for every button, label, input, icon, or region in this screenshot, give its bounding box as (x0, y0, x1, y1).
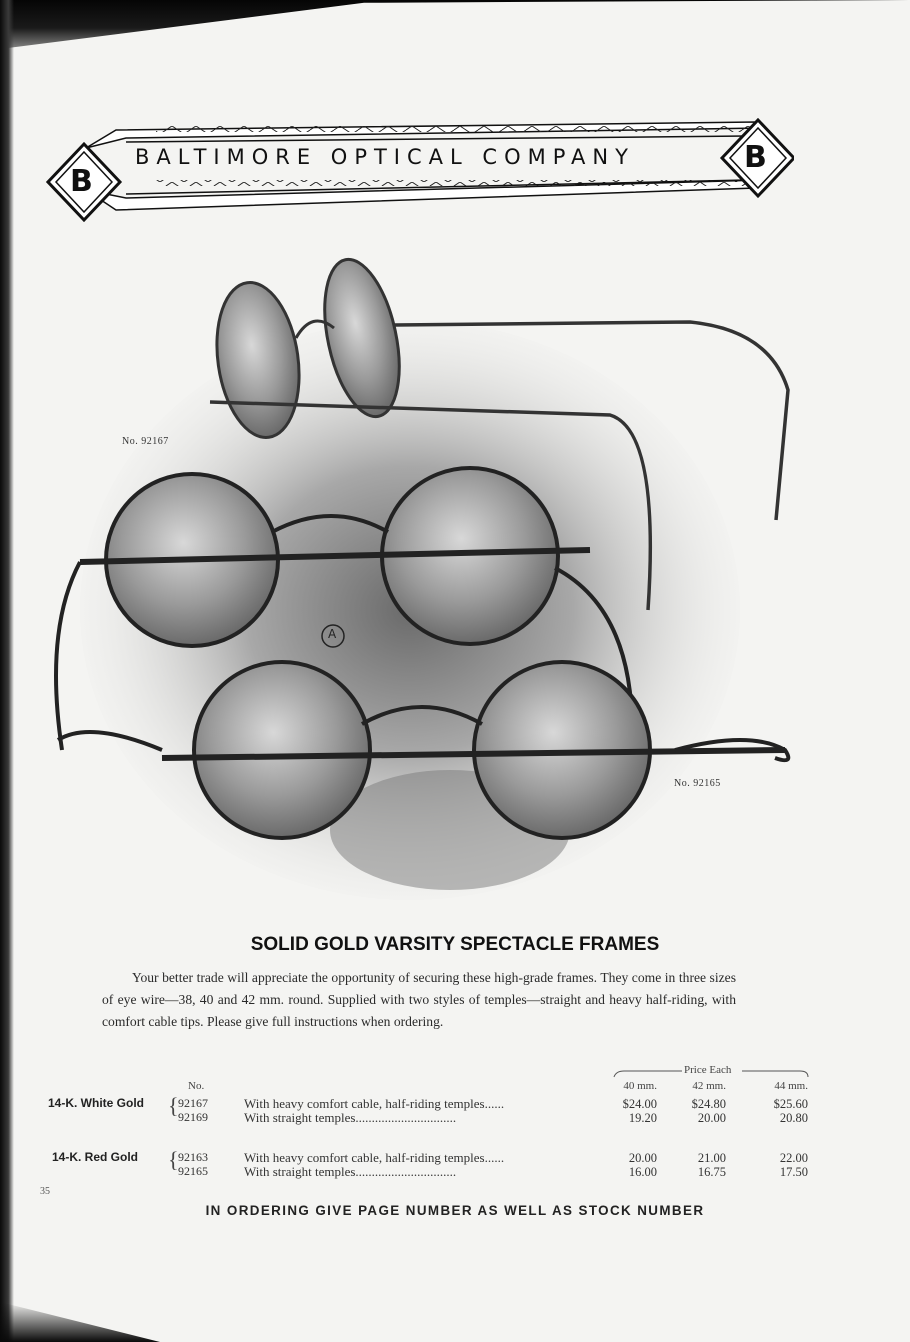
price-cell: 16.00 (628, 1165, 657, 1179)
page-number: 35 (40, 1186, 50, 1197)
page-shadow-bottom (0, 1302, 160, 1342)
page-heading: SOLID GOLD VARSITY SPECTACLE FRAMES (250, 934, 660, 955)
row-description: With straight temples............................... (244, 1164, 457, 1179)
price-cell: 20.00 (697, 1111, 726, 1125)
price-cell: 20.00 (628, 1151, 657, 1165)
col-40mm: 40 mm. (623, 1080, 657, 1092)
price-cell: $24.80 (691, 1097, 726, 1111)
trademark-a: A (328, 627, 337, 641)
brace-white-gold: { (168, 1093, 179, 1118)
page-shadow-top (0, 0, 910, 70)
row-description: With heavy comfort cable, half-riding temples...... (244, 1150, 505, 1165)
col-44mm: 44 mm. (774, 1080, 808, 1092)
page-shadow-left (0, 0, 14, 1342)
price-cell: $24.00 (622, 1097, 657, 1111)
spectacles-illustration (50, 250, 810, 900)
description-paragraph: Your better trade will appreciate the opportunity of securing these high-grade frames. They come in three sizes of eye wire—38, 40 and 42 mm. round. Supplied with two styles of temples—straight and heavy half-riding, with comfort cable tips. Please give full instructions when ordering. (102, 970, 736, 1029)
row-description: With heavy comfort cable, half-riding temples...... (244, 1096, 505, 1111)
price-cell: 19.20 (628, 1111, 657, 1125)
stock-no-header: No. (188, 1080, 205, 1092)
price-cell: 20.80 (779, 1111, 808, 1125)
col-42mm: 42 mm. (692, 1080, 726, 1092)
stock-number: 92163 (178, 1150, 208, 1164)
caption-92165: No. 92165 (674, 778, 721, 789)
brace-red-gold: { (168, 1147, 179, 1172)
price-cell: 22.00 (779, 1151, 808, 1165)
stock-number: 92167 (178, 1096, 208, 1110)
stock-number: 92165 (178, 1164, 208, 1178)
price-cell: 17.50 (779, 1165, 808, 1179)
company-name: BALTIMORE OPTICAL COMPANY (135, 145, 635, 169)
price-each-header: Price Each (684, 1064, 732, 1076)
caption-92167: No. 92167 (122, 436, 169, 447)
right-logo-letter: B (744, 140, 767, 175)
group-label-white-gold: 14-K. White Gold (48, 1096, 144, 1110)
price-cell: $25.60 (773, 1097, 808, 1111)
group-label-red-gold: 14-K. Red Gold (52, 1150, 139, 1164)
company-banner (46, 118, 794, 222)
left-logo-letter: B (70, 164, 93, 199)
ordering-note: IN ORDERING GIVE PAGE NUMBER AS WELL AS STOCK NUMBER (205, 1203, 705, 1218)
price-cell: 16.75 (697, 1165, 726, 1179)
price-cell: 21.00 (697, 1151, 726, 1165)
stock-number: 92169 (178, 1110, 208, 1124)
row-description: With straight temples............................... (244, 1110, 457, 1125)
